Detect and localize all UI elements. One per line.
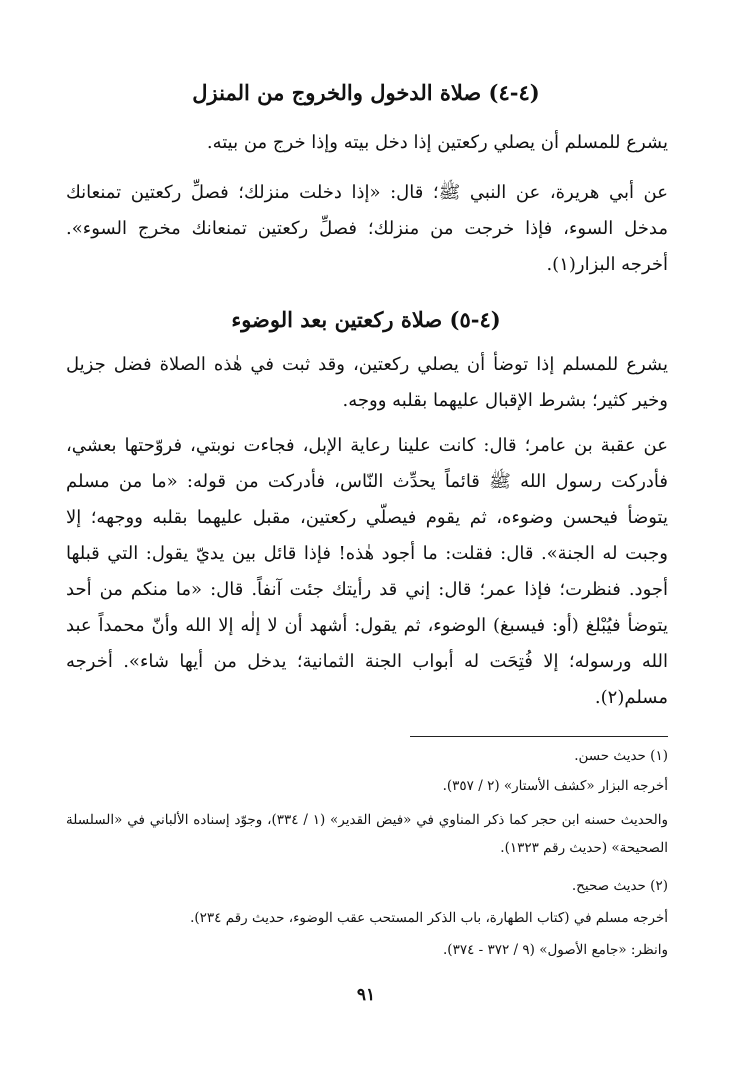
paragraph-intro-4-5: يشرع للمسلم إذا توضأ أن يصلي ركعتين، وقد ثبت في هٰذه الصلاة فضل جزيل وخير كثير؛ بشرط الإقبال عليهما بقلبه ووجه. xyxy=(66,354,668,411)
paragraph-hadith-abu-hurayra: عن أبي هريرة، عن النبي ﷺ؛ قال: «إذا دخلت منزلك؛ فصلِّ ركعتين تمنعانك مدخل السوء، فإذا خرجت من منزلك؛ فصلِّ ركعتين تمنعانك مخرج السوء». أخرجه البزار(١). xyxy=(66,182,668,275)
footnote-1-grade: (١) حديث حسن. xyxy=(574,748,668,764)
footnote-separator xyxy=(410,736,668,737)
paragraph-intro-4-4: يشرع للمسلم أن يصلي ركعتين إذا دخل بيته وإذا خرج من بيته. xyxy=(206,132,668,153)
page-number: ٩١ xyxy=(356,985,376,1005)
paragraph-hadith-uqba: عن عقبة بن عامر؛ قال: كانت علينا رعاية الإبل، فجاءت نوبتي، فروّحتها بعشي، فأدركت رسول الله ﷺ قائماً يحدِّث النّاس، فأدركت من قوله: «ما من مسلم يتوضأ فيحسن وضوءه، ثم يقوم فيصلّي ركعتين، مقبل عليهما بقلبه ووجهه؛ إلا وجبت له الجنة». قال: فقلت: ما أجود هٰذه! فإذا قائل بين يديّ يقول: التي قبلها أجود. فنظرت؛ فإذا عمر؛ قال: إني قد رأيتك جئت آنفاً. قال: «ما منكم من أحد يتوضأ فيُبْلغ (أو: فيسبغ) الوضوء، ثم يقول: أشهد أن لا إلٰه إلا الله وأنّ محمداً عبد الله ورسوله؛ إلا فُتِحَت له أبواب الجنة الثمانية؛ يدخل من أيها شاء». أخرجه مسلم(٢). xyxy=(66,435,668,708)
section-heading-4-4: (٤-٤) صلاة الدخول والخروج من المنزل xyxy=(192,80,540,105)
footnote-2-source: أخرجه مسلم في (كتاب الطهارة، باب الذكر المستحب عقب الوضوء، حديث رقم ٢٣٤). xyxy=(190,910,668,926)
footnote-1-source: أخرجه البزار «كشف الأستار» (٢ / ٣٥٧). xyxy=(442,778,668,794)
footnote-1-note: والحديث حسنه ابن حجر كما ذكر المناوي في «فيض القدير» (١ / ٣٣٤)، وجوّد إسناده الألباني في «السلسلة الصحيحة» (حديث رقم ١٣٢٣). xyxy=(66,812,668,856)
section-heading-4-5: (٤-٥) صلاة ركعتين بعد الوضوء xyxy=(231,307,501,332)
footnote-2-see-also: وانظر: «جامع الأصول» (٩ / ٣٧٢ - ٣٧٤). xyxy=(443,942,668,958)
footnote-2-grade: (٢) حديث صحيح. xyxy=(571,878,668,894)
